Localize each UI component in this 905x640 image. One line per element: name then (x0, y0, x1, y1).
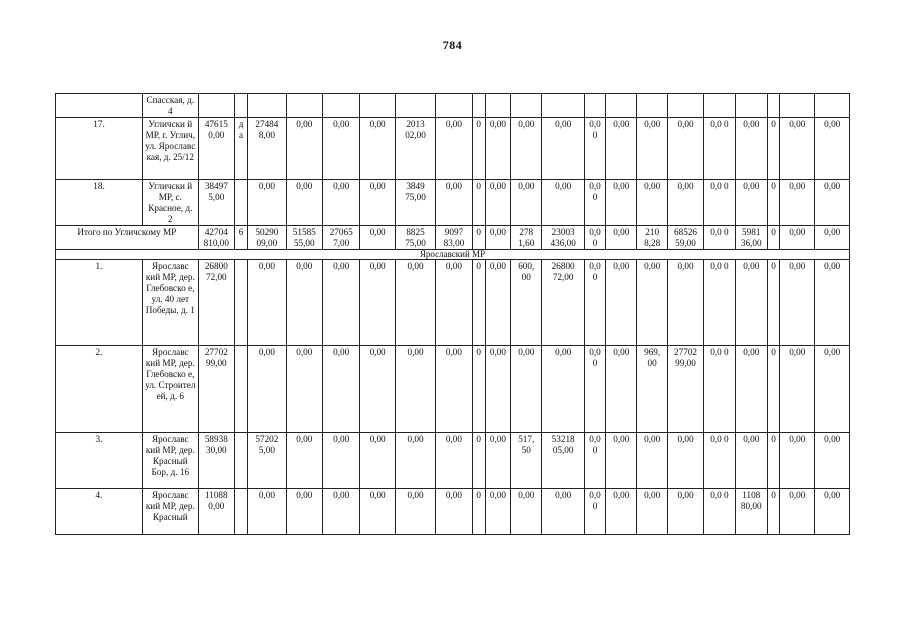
table-cell: 0,00 (436, 260, 472, 346)
table-cell: 0,0 0 (704, 118, 735, 180)
table-cell (198, 94, 234, 118)
table-cell: 0,00 (511, 489, 542, 535)
table-row (56, 346, 850, 433)
table-cell: 0,00 (606, 489, 637, 535)
table-cell: 0,00 (322, 180, 359, 226)
table-cell: 0,00 (286, 260, 322, 346)
table-cell: 1108 80,00 (735, 489, 767, 535)
table-cell (360, 94, 395, 118)
table-cell: 0,00 (542, 118, 584, 180)
table-cell: 0,00 (735, 346, 767, 433)
table-cell: 58938 30,00 (198, 433, 234, 489)
table-cell: 57202 5,00 (248, 433, 286, 489)
table-cell: 0,00 (780, 433, 815, 489)
table-cell: 0,00 (667, 118, 703, 180)
table-cell (56, 94, 143, 118)
table-cell: 0,00 (667, 260, 703, 346)
table-cell: 0,00 (815, 489, 850, 535)
total-label: Итого по Угличскому МР (56, 226, 199, 250)
table-cell: 0,0 0 (704, 260, 735, 346)
table-cell: 0,00 (667, 489, 703, 535)
table-cell: 68526 59,00 (667, 226, 703, 250)
table-cell: 0,00 (780, 226, 815, 250)
table-cell: 0,00 (436, 346, 472, 433)
table-cell: 0,00 (485, 180, 510, 226)
table-cell (767, 94, 779, 118)
table-cell: 0,0 0 (584, 260, 605, 346)
table-cell: 0,00 (248, 260, 286, 346)
table-cell: 23003 436,00 (542, 226, 584, 250)
table-cell: 51585 55,00 (286, 226, 322, 250)
table-cell: 11088 0,00 (198, 489, 234, 535)
table-cell: 0,00 (360, 118, 395, 180)
table-cell: 0,0 0 (584, 226, 605, 250)
table-cell: 0,00 (637, 489, 667, 535)
table-cell: 0,00 (395, 346, 435, 433)
table-cell (235, 489, 248, 535)
table-cell: 0,00 (815, 118, 850, 180)
table-row (56, 180, 850, 226)
table-cell: 0,00 (360, 433, 395, 489)
table-cell: 0,00 (815, 260, 850, 346)
table-cell: 210 8,28 (637, 226, 667, 250)
table-cell: 0,0 0 (704, 489, 735, 535)
table-cell: 278 1,60 (511, 226, 542, 250)
table-cell: 0,00 (667, 433, 703, 489)
table-cell: 27702 99,00 (667, 346, 703, 433)
table-cell (584, 94, 605, 118)
table-cell: 0,00 (606, 346, 637, 433)
table-cell: 0,00 (436, 180, 472, 226)
table-cell: 0 (767, 346, 779, 433)
table-cell: 0,0 0 (704, 180, 735, 226)
table-cell: 0,00 (360, 346, 395, 433)
table-cell (235, 260, 248, 346)
row-number: 17. (56, 118, 143, 180)
table-cell: 0,0 0 (584, 118, 605, 180)
table-cell: 0,0 0 (584, 433, 605, 489)
table-row (56, 118, 850, 180)
section-title: Ярославский МР (56, 250, 850, 260)
table-cell: 0,00 (637, 180, 667, 226)
table-cell: 0,00 (485, 226, 510, 250)
row-number: 2. (56, 346, 143, 433)
table-cell: 0,00 (511, 118, 542, 180)
table-cell (735, 94, 767, 118)
table-cell: 0 (472, 260, 485, 346)
table-cell (235, 180, 248, 226)
table-body (56, 94, 850, 535)
table-cell (235, 94, 248, 118)
table-cell (395, 94, 435, 118)
table-cell: 0,0 0 (704, 346, 735, 433)
table-cell: 969, 00 (637, 346, 667, 433)
table-cell: 0,00 (735, 433, 767, 489)
table-cell: 0,00 (735, 260, 767, 346)
table-cell: 0,0 0 (584, 489, 605, 535)
table-cell: 0 (472, 489, 485, 535)
table-cell (248, 94, 286, 118)
table-cell: 0,00 (360, 260, 395, 346)
table-cell: 0,00 (815, 226, 850, 250)
table-cell: 8825 75,00 (395, 226, 435, 250)
table-cell: 0,00 (286, 346, 322, 433)
table-cell: 27065 7,00 (322, 226, 359, 250)
table-cell: 0,00 (485, 433, 510, 489)
table-cell: 0,00 (436, 489, 472, 535)
table-cell: 0,00 (485, 260, 510, 346)
table-cell: 47615 0,00 (198, 118, 234, 180)
table-cell (485, 94, 510, 118)
row-number: 4. (56, 489, 143, 535)
table-cell (606, 94, 637, 118)
table-cell: 0 (472, 226, 485, 250)
table-cell (286, 94, 322, 118)
table-cell: 0,00 (780, 180, 815, 226)
table-cell: 0 (472, 346, 485, 433)
table-cell: 0,00 (322, 433, 359, 489)
table-cell: 0,00 (542, 489, 584, 535)
table-cell: 2013 02,00 (395, 118, 435, 180)
table-cell: 0,0 0 (584, 180, 605, 226)
table-cell: 0 (472, 433, 485, 489)
table-cell: 0,00 (815, 346, 850, 433)
table-cell: 0,00 (286, 489, 322, 535)
table-cell (436, 94, 472, 118)
table-cell: 0 (472, 180, 485, 226)
address-cell: Ярославс кий МР, дер. Глебовско е, ул. Строител ей, д. 6 (142, 346, 198, 433)
table-cell: 0,00 (542, 180, 584, 226)
table-cell: 0,0 0 (704, 433, 735, 489)
table-cell: Спасская, д. 4 (142, 94, 198, 118)
table-cell: 0 (767, 180, 779, 226)
table-cell: 0,00 (780, 118, 815, 180)
table-cell: 0,00 (780, 489, 815, 535)
table-cell (815, 94, 850, 118)
table-cell: д а (235, 118, 248, 180)
table-cell: 0 (767, 433, 779, 489)
table-cell: 0,00 (248, 346, 286, 433)
table-cell: 0,00 (395, 489, 435, 535)
row-number: 3. (56, 433, 143, 489)
table-cell: 0,00 (606, 260, 637, 346)
table-cell: 0,00 (542, 346, 584, 433)
address-cell: Угличски й МР, г. Углич, ул. Ярославс кая, д. 25/12 (142, 118, 198, 180)
table-cell: 0,00 (322, 346, 359, 433)
table-cell: 38497 5,00 (198, 180, 234, 226)
table-row (56, 94, 850, 118)
table-cell (704, 94, 735, 118)
table-cell: 26800 72,00 (542, 260, 584, 346)
address-cell: Ярославс кий МР, дер. Красный (142, 489, 198, 535)
table-cell: 0,00 (511, 180, 542, 226)
section-header-row (56, 250, 850, 260)
table-cell (637, 94, 667, 118)
table-cell: 0,00 (485, 118, 510, 180)
table-cell: 0 (767, 226, 779, 250)
table-cell: 50290 09,00 (248, 226, 286, 250)
table-cell (322, 94, 359, 118)
table-cell: 53218 05,00 (542, 433, 584, 489)
table-cell: 0,00 (395, 433, 435, 489)
table-cell: 0,00 (286, 180, 322, 226)
table-cell: 0,00 (248, 489, 286, 535)
table-cell: 0,00 (606, 226, 637, 250)
table-cell: 0 (767, 489, 779, 535)
table-cell (235, 433, 248, 489)
table-cell: 0,00 (395, 260, 435, 346)
table-cell: 3849 75,00 (395, 180, 435, 226)
table-cell: 0,00 (322, 489, 359, 535)
table-cell: 0,00 (436, 433, 472, 489)
table-cell (780, 94, 815, 118)
table-cell: 0,00 (511, 346, 542, 433)
table-cell: 0,00 (815, 433, 850, 489)
register-table (55, 93, 850, 535)
page-number: 784 (442, 38, 463, 52)
table-cell: 0,00 (637, 260, 667, 346)
table-row (56, 433, 850, 489)
table-cell: 0,00 (735, 118, 767, 180)
table-cell: 6 (235, 226, 248, 250)
address-cell: Ярославс кий МР, дер. Глебовско е, ул. 40 лет Победы, д. 1 (142, 260, 198, 346)
table-cell: 0,00 (286, 118, 322, 180)
table-cell: 600, 00 (511, 260, 542, 346)
table-cell: 0,00 (667, 180, 703, 226)
row-number: 1. (56, 260, 143, 346)
table-cell (542, 94, 584, 118)
table-cell: 0 (767, 260, 779, 346)
table-cell: 42704 810,00 (198, 226, 234, 250)
table-cell: 0,00 (780, 260, 815, 346)
table-cell: 0,00 (735, 180, 767, 226)
table-cell: 0,00 (248, 180, 286, 226)
table-cell (472, 94, 485, 118)
table-cell: 0,00 (780, 346, 815, 433)
total-row (56, 226, 850, 250)
table-cell (235, 346, 248, 433)
address-cell: Ярославс кий МР, дер. Красный Бор, д. 16 (142, 433, 198, 489)
table-cell (667, 94, 703, 118)
table-cell: 517, 50 (511, 433, 542, 489)
table-cell: 5981 36,00 (735, 226, 767, 250)
address-cell: Угличски й МР, с. Красное, д. 2 (142, 180, 198, 226)
table-cell: 0,00 (360, 180, 395, 226)
table-cell: 0,00 (637, 433, 667, 489)
table-cell: 0,00 (322, 118, 359, 180)
table-row (56, 260, 850, 346)
table-cell: 0,00 (815, 180, 850, 226)
table-cell: 0,00 (485, 489, 510, 535)
table-cell: 0,00 (360, 489, 395, 535)
table-cell: 0,00 (436, 118, 472, 180)
table-cell: 0,00 (322, 260, 359, 346)
table-cell: 0,00 (485, 346, 510, 433)
table-cell: 27484 8,00 (248, 118, 286, 180)
table-cell: 26800 72,00 (198, 260, 234, 346)
table-cell (511, 94, 542, 118)
table-cell: 0 (472, 118, 485, 180)
table-cell: 9097 83,00 (436, 226, 472, 250)
table-cell: 0,00 (606, 118, 637, 180)
table-cell: 0,00 (286, 433, 322, 489)
table-cell: 0,00 (360, 226, 395, 250)
table-cell: 0,00 (606, 433, 637, 489)
row-number: 18. (56, 180, 143, 226)
table-cell: 0,0 0 (704, 226, 735, 250)
table-cell: 27702 99,00 (198, 346, 234, 433)
table-row (56, 489, 850, 535)
table-cell: 0,00 (637, 118, 667, 180)
table-cell: 0,00 (606, 180, 637, 226)
table-cell: 0 (767, 118, 779, 180)
table-cell: 0,0 0 (584, 346, 605, 433)
